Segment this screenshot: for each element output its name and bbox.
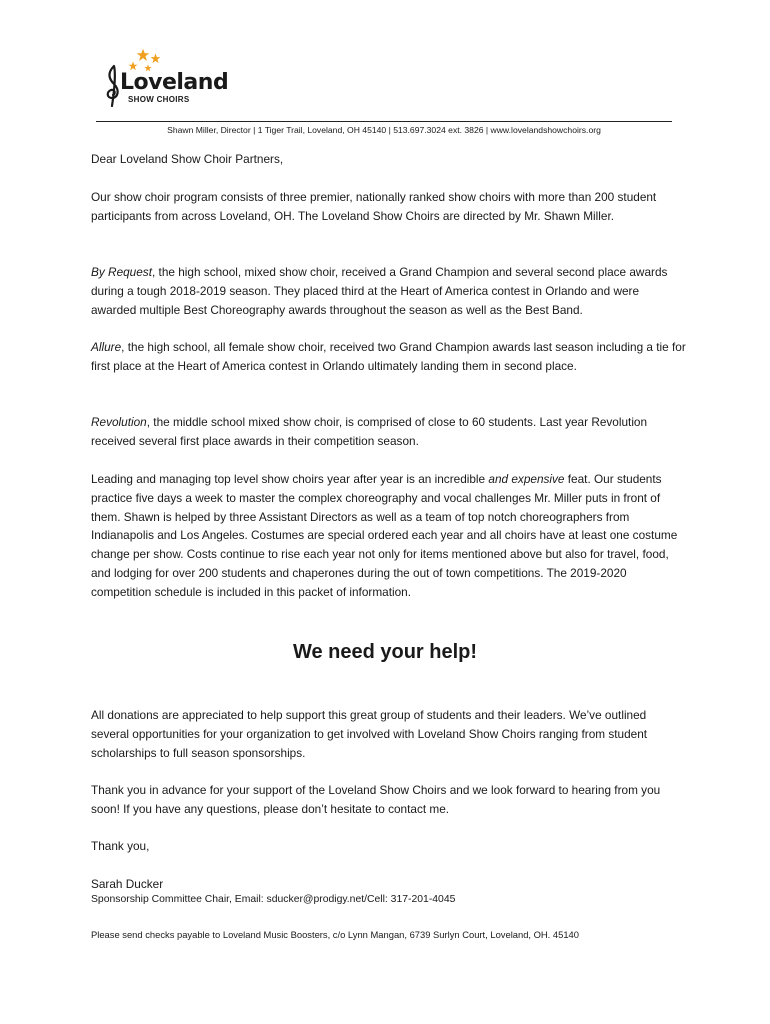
choir-name-by-request: By Request: [91, 265, 152, 279]
help-heading: We need your help!: [292, 641, 478, 663]
revolution-text: , the middle school mixed show choir, is comprised of close to 60 students. Last year Revolution received several first place awards in their competition season.: [91, 415, 648, 448]
allure-paragraph: [91, 338, 686, 376]
intro-paragraph: Our show choir program consists of three premier, nationally ranked show choirs with more than 200 student participants from across Loveland, OH. The Loveland Show Choirs are directed by Mr. Shawn Miller.: [91, 190, 657, 223]
signer-title: Sponsorship Committee Chair, Email: sducker@prodigy.net/Cell: 317-201-4045: [91, 894, 456, 905]
salutation: Dear Loveland Show Choir Partners,: [91, 152, 284, 166]
header-divider: [96, 121, 672, 122]
choir-name-revolution: Revolution: [91, 415, 147, 429]
leading-paragraph: [91, 470, 686, 602]
by-request-text: , the high school, mixed show choir, received a Grand Champion and several second place awards during a tough 2018-2019 season. They placed third at the Heart of America contest in Orlando and were awarded multiple Best Choreography awards throughout the season as well as the Best Band.: [91, 265, 668, 317]
allure-text: , the high school, all female show choir, received two Grand Champion awards last season including a tie for first place at the Heart of America contest in Orlando ultimately landing them in second place.: [91, 340, 686, 373]
closing: Thank you,: [91, 839, 150, 853]
choir-name-allure: Allure: [91, 340, 122, 354]
logo-wordmark: Loveland: [120, 70, 229, 95]
donations-paragraph: All donations are appreciated to help support this great group of students and their leaders. We’ve outlined several opportunities for your organization to get involved with Loveland Show Choirs ranging from student scholarships to full season sponsorships.: [91, 708, 648, 760]
header-contact-line: Shawn Miller, Director | 1 Tiger Trail, Loveland, OH 45140 | 513.697.3024 ext. 3826 | www.lovelandshowchoirs.org: [167, 125, 601, 135]
by-request-paragraph: [91, 263, 686, 319]
signer-name: Sarah Ducker: [91, 877, 164, 891]
leading-emphasis: and expensive: [488, 472, 565, 486]
logo-subtitle: SHOW CHOIRS: [128, 95, 190, 104]
loveland-logo: [100, 48, 229, 110]
star-icon: [136, 48, 150, 62]
revolution-paragraph: [91, 413, 686, 451]
thanks-paragraph: Thank you in advance for your support of the Loveland Show Choirs and we look forward to hearing from you soon! If you have any questions, please don’t hesitate to contact me.: [91, 783, 661, 816]
footer-note: Please send checks payable to Loveland Music Boosters, c/o Lynn Mangan, 6739 Surlyn Court, Loveland, OH. 45140: [91, 929, 579, 940]
star-icon: [150, 53, 161, 64]
leading-text-end: feat. Our students practice five days a week to master the complex choreography and vocal challenges Mr. Miller puts in front of them. Shawn is helped by three Assistant Directors as well as a team of top notch choreographers from Indianapolis and Los Angeles. Costumes are special ordered each year and all choirs have at least one costume change per show. Costs continue to rise each year not only for items mentioned above but also for travel, food, and lodging for over 200 students and chaperones during the out of town competitions. The 2019-2020 competition schedule is included in this packet of information.: [91, 472, 678, 599]
leading-text-start: Leading and managing top level show choirs year after year is an incredible: [91, 472, 489, 486]
